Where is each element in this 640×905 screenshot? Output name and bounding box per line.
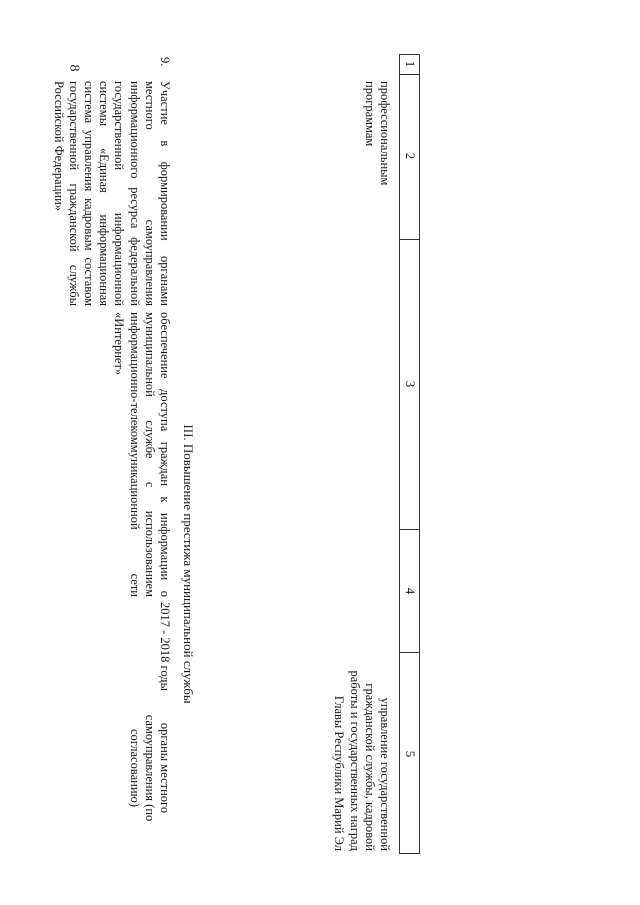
row9-col4: 2017 - 2018 годы <box>158 602 172 692</box>
column-divider <box>400 529 420 530</box>
continuation-col2: профессиональным программам <box>362 81 392 186</box>
column-number-1: 1 <box>403 60 418 68</box>
table-top-border <box>419 54 420 854</box>
row9-col5: органы местного самоуправления (по согласованию) <box>127 714 172 822</box>
column-divider <box>400 74 420 75</box>
row9-number: 9. <box>158 57 172 67</box>
column-divider <box>400 239 420 240</box>
row9-col2: Участие в формировании органами местного самоуправления информационного ресурса федеральной государственной информационной системы «Единая информационная система управления кадровым составом государственной гражданской службы Российской Федерации» <box>51 81 172 306</box>
column-divider <box>400 853 420 854</box>
rotated-table-page <box>51 54 420 854</box>
column-number-4: 4 <box>403 587 418 595</box>
continuation-col5: управление государственной гражданской службы, кадровой работы и государственных наград Главы Республики Марий Эл <box>332 670 392 851</box>
row9-col3: обеспечение доступа граждан к информации о муниципальной службе с использованием информационно-телекоммуникационной сети «Интернет» <box>112 312 172 597</box>
column-number-5: 5 <box>403 750 418 758</box>
column-number-2: 2 <box>403 152 418 160</box>
page-number: 8 <box>66 64 82 72</box>
column-divider <box>400 652 420 653</box>
table-header-bottom-border <box>399 54 400 854</box>
column-number-3: 3 <box>403 380 418 388</box>
section-heading: III. Повышение престижа муниципальной службы <box>181 424 196 704</box>
